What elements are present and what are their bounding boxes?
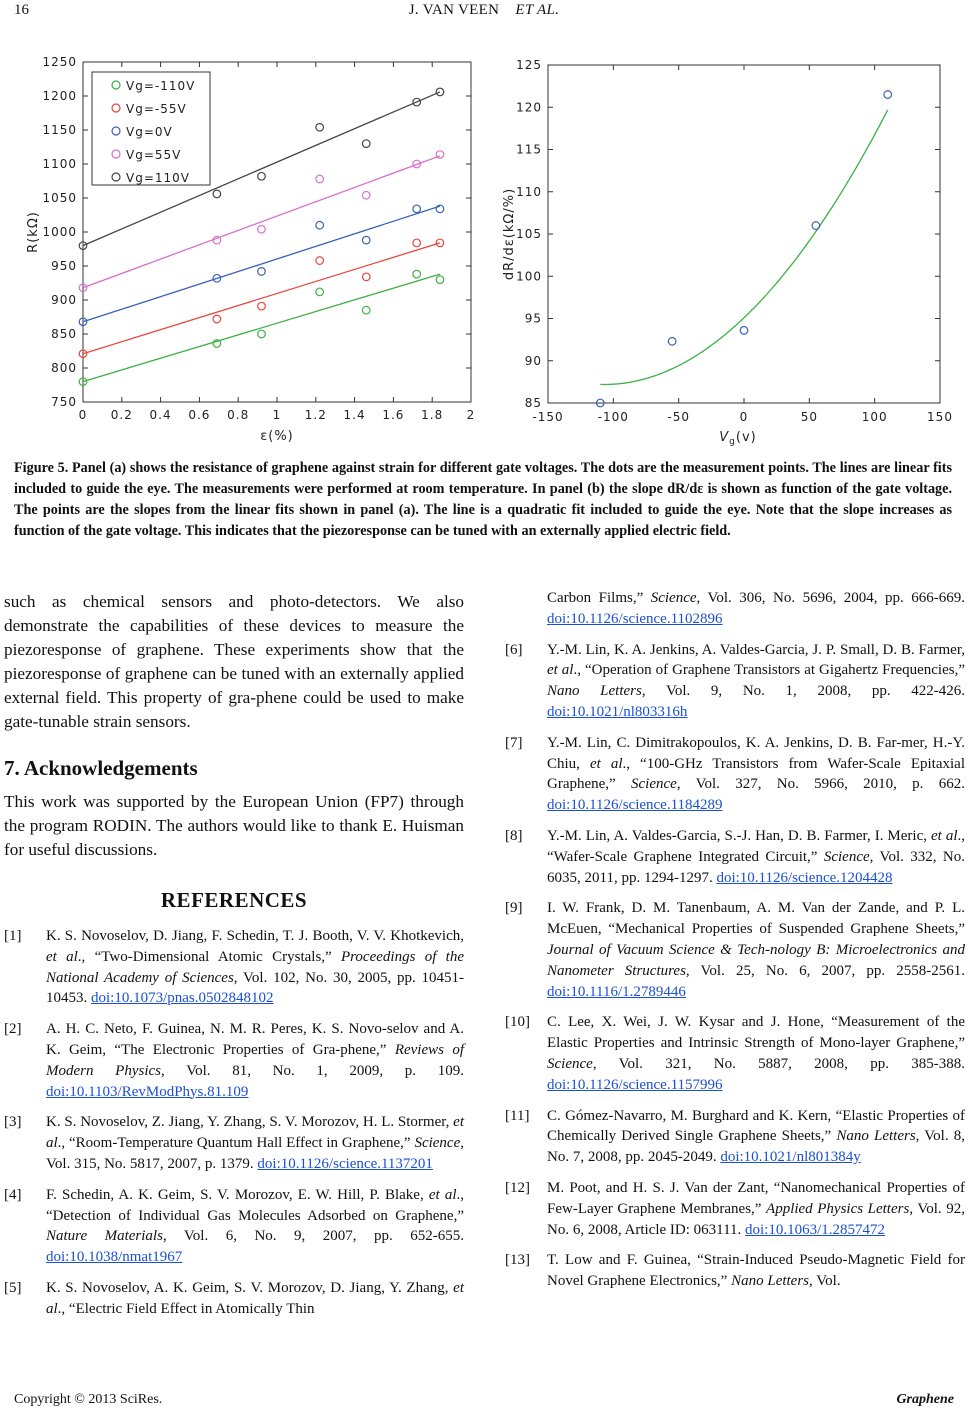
reference-text: C. Lee, X. Wei, J. W. Kysar and J. Hone, “Measurement of the Elastic Properties and Intrinsic Strength of Mono-layer Graphene,” Science, Vol. 321, No. 5887, 2008, pp. 385-388. doi:10.1126/science.1157996	[547, 1014, 965, 1093]
data-point	[316, 257, 324, 265]
data-point	[740, 327, 748, 335]
data-point	[316, 221, 324, 229]
x-tick-label: 1.8	[421, 408, 444, 422]
data-point	[258, 172, 266, 180]
panel-a-chart	[26, 55, 475, 444]
running-title: J. VAN VEEN ET AL.	[408, 2, 560, 18]
y-tick-label: 95	[524, 311, 542, 326]
legend-entry: Vg=0V	[126, 125, 173, 139]
reference-text: Y.-M. Lin, K. A. Jenkins, A. Valdes-Garcia, J. P. Small, D. B. Farmer, et al., “Operation of Graphene Transistors at Gigahertz Frequencies,” Nano Letters, Vol. 9, No. 1, 2008, pp. 422-426. doi:10.1021/nl803316h	[547, 641, 965, 720]
x-tick-label: 1	[272, 408, 282, 422]
reference-text: I. W. Frank, D. M. Tanenbaum, A. M. Van der Zande, and P. L. McEuen, “Mechanical Properties of Suspended Graphene Sheets,” Journal of Vacuum Science & Tech-nology B: Microelectronics and Nanometer Structures, Vol. 25, No. 6, 2007, pp. 2558-2561. doi:10.1116/1.2789446	[547, 900, 965, 1000]
y-tick-label: 800	[51, 361, 77, 375]
data-point	[668, 338, 676, 346]
x-tick-label: 0.2	[110, 408, 133, 422]
y-axis-label: R(kΩ)	[26, 211, 41, 253]
reference-text: K. S. Novoselov, A. K. Geim, S. V. Morozov, D. Jiang, Y. Zhang, et al., “Electric Field Effect in Atomically Thin	[46, 1279, 464, 1317]
y-tick-label: 1150	[42, 123, 77, 137]
x-tick-label: 50	[800, 410, 818, 424]
legend-entry: Vg=-55V	[126, 102, 187, 116]
figure-5	[0, 40, 968, 455]
reference-item	[4, 1019, 464, 1102]
data-point	[436, 276, 444, 284]
reference-item	[505, 898, 965, 1002]
data-point	[258, 330, 266, 338]
fit-line	[83, 274, 440, 381]
y-tick-label: 900	[51, 293, 77, 307]
data-point	[213, 236, 221, 244]
reference-text: A. H. C. Neto, F. Guinea, N. M. R. Peres, K. S. Novo-selov and A. K. Geim, “The Electronic Properties of Gra-phene,” Reviews of Modern Physics, Vol. 81, No. 1, 2009, p. 109. doi:10.1103/RevModPhys.81.109	[46, 1021, 464, 1100]
x-tick-label: -150	[532, 410, 564, 424]
legend-entry: Vg=110V	[126, 171, 190, 185]
x-tick-label: 150	[927, 410, 953, 424]
data-point	[436, 88, 444, 96]
reference-number: [8]	[505, 827, 523, 844]
legend-entry: Vg=-110V	[126, 79, 196, 93]
data-point	[436, 239, 444, 247]
doi-link[interactable]: doi:10.1126/science.1157996	[547, 1076, 723, 1093]
reference-number: [13]	[505, 1252, 530, 1269]
data-point	[436, 151, 444, 159]
panel-b-chart	[502, 58, 953, 447]
left-column	[4, 590, 464, 1330]
x-tick-label: 1.6	[382, 408, 405, 422]
x-tick-label: 0.8	[227, 408, 250, 422]
reference-item	[505, 588, 965, 630]
reference-item	[505, 826, 965, 888]
reference-item	[505, 1178, 965, 1240]
reference-number: [9]	[505, 900, 523, 917]
fit-line	[83, 206, 440, 322]
y-tick-label: 90	[524, 353, 542, 368]
x-tick-label: 1.2	[304, 408, 327, 422]
doi-link[interactable]: doi:10.1063/1.2857472	[745, 1221, 886, 1238]
x-tick-label: 100	[861, 410, 888, 424]
page-number: 16	[14, 2, 29, 18]
reference-text: K. S. Novoselov, D. Jiang, F. Schedin, T. J. Booth, V. V. Khotkevich, et al., “Two-Dimensional Atomic Crystals,” Proceedings of the National Academy of Sciences, Vol. 102, No. 30, 2005, pp. 10451-10453. doi:10.1073/pnas.0502848102	[46, 928, 464, 1007]
legend-entry: Vg=55V	[126, 148, 182, 162]
footer-copyright: Copyright © 2013 SciRes.	[14, 1392, 163, 1407]
reference-number: [2]	[4, 1021, 22, 1038]
acknowledgements-text: This work was supported by the European Union (FP7) through the program RODIN. The authors would like to thank E. Huisman for useful discussions.	[4, 792, 464, 859]
data-point	[362, 306, 370, 314]
reference-text: Y.-M. Lin, A. Valdes-Garcia, S.-J. Han, D. B. Farmer, I. Meric, et al., “Wafer-Scale Graphene Integrated Circuit,” Science, Vol. 332, No. 6035, 2011, pp. 1294-1297. doi:10.1126/science.1204428	[547, 827, 965, 886]
y-tick-label: 1100	[42, 157, 77, 171]
reference-item	[4, 926, 464, 1009]
doi-link[interactable]: doi:10.1126/science.1102896	[547, 610, 723, 627]
y-tick-label: 1050	[42, 191, 77, 205]
figure-caption: Figure 5. Panel (a) shows the resistance of graphene against strain for different gate voltages. The dots are the measurement points. The lines are linear fits included to guide the eye. The measurements were performed at room temperature. In panel (b) the slope dR/dε is shown as function of the gate voltage. The points are the slopes from the linear fits shown in panel (a). The line is a quadratic fit included to guide the eye. Note that the slope increases as function of the gate voltage. This indicates that the piezoresponse can be tuned with an externally applied electric field.	[14, 460, 952, 539]
data-point	[213, 315, 221, 323]
data-point	[316, 123, 324, 131]
data-point	[258, 268, 266, 276]
doi-link[interactable]: doi:10.1103/RevModPhys.81.109	[46, 1083, 249, 1100]
data-point	[362, 236, 370, 244]
data-point	[413, 270, 421, 278]
data-point	[413, 239, 421, 247]
reference-item	[505, 1012, 965, 1095]
fit-line	[83, 243, 440, 354]
data-point	[258, 302, 266, 310]
conclusion-paragraph: such as chemical sensors and photo-detectors. We also demonstrate the capabilities of these devices to measure the piezoresponse of graphene. These experiments show that the piezoresponse of graphene can be tuned with an externally applied external field. This property of gra-phene could be used to make gate-tunable strain sensors.	[4, 592, 464, 731]
data-point	[362, 273, 370, 281]
x-tick-label: -100	[597, 410, 629, 424]
data-point	[316, 288, 324, 296]
data-point	[258, 225, 266, 233]
reference-text: Y.-M. Lin, C. Dimitrakopoulos, K. A. Jenkins, D. B. Far-mer, H.-Y. Chiu, et al., “100-GHz Transistors from Wafer-Scale Epitaxial Graphene,” Science, Vol. 327, No. 5966, 2010, p. 662. doi:10.1126/science.1184289	[547, 734, 965, 814]
reference-number: [5]	[4, 1279, 22, 1296]
doi-link[interactable]: doi:10.1073/pnas.0502848102	[91, 990, 274, 1007]
reference-number	[505, 588, 547, 630]
doi-link[interactable]: doi:10.1126/science.1184289	[547, 797, 723, 814]
y-tick-label: 105	[516, 227, 542, 241]
reference-item	[4, 1185, 464, 1268]
reference-text: Carbon Films,” Science, Vol. 306, No. 5696, 2004, pp. 666-669. doi:10.1126/science.1102896	[547, 590, 966, 627]
x-axis-label: ε(%)	[260, 429, 294, 444]
reference-text: C. Gómez-Navarro, M. Burghard and K. Kern, “Elastic Properties of Chemically Derived Single Graphene Sheets,” Nano Letters, Vol. 8, No. 7, 2008, pp. 2045-2049. doi:10.1021/nl801384y	[547, 1107, 965, 1166]
x-axis-label: $V_g(v)$	[719, 430, 757, 447]
x-tick-label: 0	[78, 408, 88, 422]
data-point	[362, 140, 370, 148]
reference-item	[4, 1278, 464, 1320]
y-tick-label: 1200	[42, 89, 77, 103]
data-point	[413, 205, 421, 213]
acknowledgements-heading: 7. Acknowledgements	[4, 756, 198, 780]
reference-text: K. S. Novoselov, Z. Jiang, Y. Zhang, S. V. Morozov, H. L. Stormer, et al., “Room-Temperature Quantum Hall Effect in Graphene,” Science, Vol. 315, No. 5817, 2007, p. 1379. doi:10.1126/science.1137201	[46, 1114, 464, 1172]
reference-item	[505, 640, 965, 723]
reference-text: T. Low and F. Guinea, “Strain-Induced Pseudo-Magnetic Field for Novel Graphene Electronics,” Nano Letters, Vol.	[547, 1252, 965, 1290]
y-tick-label: 120	[516, 100, 542, 115]
reference-number: [1]	[4, 928, 22, 944]
x-tick-label: 0.6	[188, 408, 211, 422]
reference-number: [11]	[505, 1107, 530, 1124]
plot-frame	[548, 65, 940, 403]
data-point	[316, 175, 324, 183]
doi-link[interactable]: doi:10.1126/science.1137201	[257, 1155, 433, 1172]
reference-number: [7]	[505, 734, 523, 751]
reference-text: M. Poot, and H. S. J. Van der Zant, “Nanomechanical Properties of Few-Layer Graphene Membranes,” Applied Physics Letters, Vol. 92, No. 6, 2008, Article ID: 063111. doi:10.1063/1.2857472	[547, 1179, 965, 1238]
data-point	[362, 191, 370, 199]
doi-link[interactable]: doi:10.1021/nl801384y	[720, 1149, 861, 1166]
y-tick-label: 850	[51, 327, 77, 341]
reference-text: F. Schedin, A. K. Geim, S. V. Morozov, E. W. Hill, P. Blake, et al., “Detection of Individual Gas Molecules Adsorbed on Graphene,” Nature Materials, Vol. 6, No. 9, 2007, pp. 652-655. doi:10.1038/nmat1967	[46, 1186, 464, 1266]
reference-number: [3]	[4, 1114, 22, 1131]
y-tick-label: 125	[516, 58, 542, 72]
x-tick-label: 0	[739, 410, 749, 424]
y-tick-label: 110	[516, 184, 542, 199]
x-tick-label: 0.4	[149, 408, 172, 422]
references-heading: REFERENCES	[160, 888, 308, 912]
y-tick-label: 950	[51, 259, 77, 273]
y-tick-label: 85	[524, 396, 542, 410]
x-tick-label: -50	[667, 410, 690, 424]
reference-number: [4]	[4, 1186, 22, 1203]
reference-item	[505, 733, 965, 816]
right-column	[505, 588, 965, 1302]
doi-link[interactable]: doi:10.1021/nl803316h	[547, 703, 688, 720]
x-tick-label: 1.4	[343, 408, 366, 422]
doi-link[interactable]: doi:10.1126/science.1204428	[716, 869, 893, 886]
y-tick-label: 1250	[42, 55, 77, 69]
data-point	[213, 190, 221, 198]
reference-number: [6]	[505, 641, 523, 658]
doi-link[interactable]: doi:10.1116/1.2789446	[547, 983, 686, 1000]
y-tick-label: 115	[516, 142, 542, 157]
reference-item	[4, 1112, 464, 1174]
reference-number: [10]	[505, 1014, 530, 1031]
data-point	[812, 222, 820, 230]
x-tick-label: 2	[466, 408, 476, 422]
y-tick-label: 100	[516, 269, 542, 284]
footer-journal: Graphene	[896, 1392, 954, 1407]
quadratic-fit-curve	[600, 110, 887, 385]
data-point	[884, 91, 892, 99]
doi-link[interactable]: doi:10.1038/nmat1967	[46, 1249, 183, 1266]
y-tick-label: 750	[51, 395, 77, 409]
reference-item	[505, 1250, 965, 1292]
reference-number: [12]	[505, 1179, 530, 1196]
y-axis-label: dR/dε(kΩ/%)	[502, 187, 517, 281]
reference-item	[505, 1106, 965, 1168]
y-tick-label: 1000	[42, 225, 77, 239]
